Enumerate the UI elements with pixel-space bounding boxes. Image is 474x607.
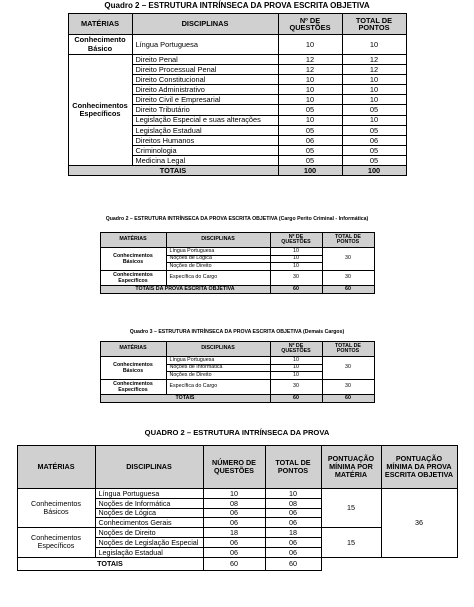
points-cell: 12 — [342, 55, 406, 65]
points-cell: 05 — [342, 145, 406, 155]
group-cell: Conhecimentos Específicos — [100, 271, 166, 286]
totals-label: TOTAIS — [100, 395, 270, 403]
table-caption: Quadro 3 – ESTRUTURA INTRÍNSECA DA PROVA ESCRITA OBJETIVA (Demais Cargos) — [129, 329, 345, 335]
discipline-cell: Noções de Direito — [166, 372, 270, 380]
points-cell: 10 — [265, 489, 321, 499]
header-row — [68, 14, 406, 35]
points-cell: 06 — [342, 135, 406, 145]
header-row — [100, 233, 374, 248]
questions-cell: 10 — [270, 372, 322, 380]
points-cell: 08 — [265, 498, 321, 508]
quadro-3-demais-cargos — [0, 329, 474, 403]
group-cell: Conhecimentos Específicos — [100, 380, 166, 395]
header-questoes: Nº DE QUESTÕES — [270, 342, 322, 357]
questions-cell: 12 — [278, 55, 342, 65]
points-cell: 06 — [265, 537, 321, 547]
discipline-cell: Língua Portuguesa — [166, 248, 270, 256]
header-pontos: TOTAL DE PONTOS — [342, 14, 406, 35]
questions-cell: 30 — [270, 271, 322, 286]
totals-points: 60 — [265, 557, 321, 570]
questions-cell: 06 — [203, 547, 265, 557]
totals-points: 100 — [342, 166, 406, 176]
questions-cell: 10 — [278, 75, 342, 85]
discipline-cell: Direito Constitucional — [132, 75, 278, 85]
totals-row — [100, 395, 374, 403]
questions-cell: 10 — [278, 95, 342, 105]
discipline-cell: Medicina Legal — [132, 155, 278, 165]
discipline-cell: Legislação Especial e suas alterações — [132, 115, 278, 125]
group-cell: Conhecimentos Básicos — [100, 357, 166, 380]
table-row — [100, 248, 374, 256]
discipline-cell: Língua Portuguesa — [95, 489, 203, 499]
points-cell: 30 — [322, 357, 374, 380]
points-cell: 05 — [342, 105, 406, 115]
table-row — [17, 489, 457, 499]
header-min-materia: PONTUAÇÃO MÍNIMA POR MATÉRIA — [321, 446, 381, 489]
table-row — [100, 271, 374, 286]
data-table — [100, 341, 375, 403]
table-row — [68, 35, 406, 55]
discipline-cell: Direitos Humanos — [132, 135, 278, 145]
discipline-cell: Direito Tributário — [132, 105, 278, 115]
table-row — [68, 55, 406, 65]
questions-cell: 10 — [270, 263, 322, 271]
points-cell: 30 — [322, 248, 374, 271]
data-table — [100, 232, 375, 294]
data-table — [68, 13, 407, 176]
totals-points: 60 — [322, 395, 374, 403]
header-questoes: Nº DE QUESTÕES — [270, 233, 322, 248]
discipline-cell: Noções de Informática — [166, 364, 270, 372]
questions-cell: 30 — [270, 380, 322, 395]
questions-cell: 10 — [270, 357, 322, 365]
points-cell: 12 — [342, 65, 406, 75]
discipline-cell: Noções de Direito — [95, 528, 203, 538]
questions-cell: 05 — [278, 105, 342, 115]
header-materias: MATÉRIAS — [100, 342, 166, 357]
questions-cell: 05 — [278, 125, 342, 135]
header-disciplinas: DISCIPLINAS — [166, 233, 270, 248]
discipline-cell: Noções de Lógica — [95, 508, 203, 518]
min-materia-cell: 15 — [321, 528, 381, 557]
questions-cell: 06 — [203, 537, 265, 547]
discipline-cell: Direito Administrativo — [132, 85, 278, 95]
header-disciplinas: DISCIPLINAS — [95, 446, 203, 489]
min-prova-cell: 36 — [381, 489, 457, 558]
header-questoes: NÚMERO DE QUESTÕES — [203, 446, 265, 489]
points-cell: 10 — [342, 115, 406, 125]
totals-row — [17, 557, 457, 570]
empty-cell — [321, 557, 381, 570]
questions-cell: 10 — [270, 255, 322, 263]
totals-label: TOTAIS — [17, 557, 203, 570]
discipline-cell: Criminologia — [132, 145, 278, 155]
totals-questions: 100 — [278, 166, 342, 176]
questions-cell: 10 — [270, 364, 322, 372]
table-caption: Quadro 2 – ESTRUTURA INTRÍNSECA DA PROVA ESCRITA OBJETIVA (Cargo Perito Criminal - Informática) — [105, 216, 369, 222]
header-materias: MATÉRIAS — [17, 446, 95, 489]
points-cell: 06 — [265, 518, 321, 528]
questions-cell: 10 — [278, 35, 342, 55]
quadro-2-estrutura-prova-objetiva — [0, 1, 474, 176]
group-cell: Conhecimentos Básicos — [17, 489, 95, 528]
questions-cell: 06 — [203, 508, 265, 518]
points-cell: 06 — [265, 508, 321, 518]
questions-cell: 08 — [203, 498, 265, 508]
points-cell: 06 — [265, 547, 321, 557]
totals-questions: 60 — [270, 286, 322, 294]
table-row — [100, 357, 374, 365]
header-disciplinas: DISCIPLINAS — [166, 342, 270, 357]
questions-cell: 10 — [270, 248, 322, 256]
points-cell: 05 — [342, 155, 406, 165]
questions-cell: 06 — [203, 518, 265, 528]
header-row — [17, 446, 457, 489]
totals-points: 60 — [322, 286, 374, 294]
points-cell: 10 — [342, 75, 406, 85]
empty-cell — [381, 557, 457, 570]
totals-questions: 60 — [203, 557, 265, 570]
table-caption: QUADRO 2 – ESTRUTURA INTRÍNSECA DA PROVA — [144, 428, 330, 437]
discipline-cell: Noções de Lógica — [166, 255, 270, 263]
group-cell: Conhecimentos Específicos — [17, 528, 95, 557]
points-cell: 30 — [322, 271, 374, 286]
discipline-cell: Específica do Cargo — [166, 380, 270, 395]
questions-cell: 05 — [278, 145, 342, 155]
quadro-2-estrutura-prova — [0, 428, 474, 571]
data-table — [17, 445, 458, 571]
quadro-2-perito-criminal — [0, 216, 474, 294]
table-row — [100, 380, 374, 395]
discipline-cell: Legislação Estadual — [132, 125, 278, 135]
header-min-prova: PONTUAÇÃO MÍNIMA DA PROVA ESCRITA OBJETIVA — [381, 446, 457, 489]
questions-cell: 10 — [278, 85, 342, 95]
discipline-cell: Noções de Legislação Especial — [95, 537, 203, 547]
header-row — [100, 342, 374, 357]
questions-cell: 18 — [203, 528, 265, 538]
discipline-cell: Língua Portuguesa — [166, 357, 270, 365]
header-materias: MATÉRIAS — [68, 14, 132, 35]
points-cell: 10 — [342, 85, 406, 95]
points-cell: 18 — [265, 528, 321, 538]
group-cell: Conhecimento Básico — [68, 35, 132, 55]
table-caption: Quadro 2 – ESTRUTURA INTRÍNSECA DA PROVA ESCRITA OBJETIVA — [104, 1, 370, 10]
points-cell: 10 — [342, 35, 406, 55]
group-cell: Conhecimentos Específicos — [68, 55, 132, 166]
discipline-cell: Específica do Cargo — [166, 271, 270, 286]
discipline-cell: Noções de Informática — [95, 498, 203, 508]
group-cell: Conhecimentos Básicos — [100, 248, 166, 271]
discipline-cell: Direito Penal — [132, 55, 278, 65]
questions-cell: 10 — [203, 489, 265, 499]
totals-row — [100, 286, 374, 294]
totals-label: TOTAIS — [68, 166, 278, 176]
discipline-cell: Legislação Estadual — [95, 547, 203, 557]
points-cell: 05 — [342, 125, 406, 135]
discipline-cell: Língua Portuguesa — [132, 35, 278, 55]
totals-label: TOTAIS DA PROVA ESCRITA OBJETIVA — [100, 286, 270, 294]
discipline-cell: Conhecimentos Gerais — [95, 518, 203, 528]
header-pontos: TOTAL DE PONTOS — [322, 233, 374, 248]
header-pontos: TOTAL DE PONTOS — [265, 446, 321, 489]
questions-cell: 10 — [278, 115, 342, 125]
header-questoes: Nº DE QUESTÕES — [278, 14, 342, 35]
questions-cell: 06 — [278, 135, 342, 145]
header-materias: MATÉRIAS — [100, 233, 166, 248]
totals-questions: 60 — [270, 395, 322, 403]
questions-cell: 12 — [278, 65, 342, 75]
header-disciplinas: DISCIPLINAS — [132, 14, 278, 35]
points-cell: 10 — [342, 95, 406, 105]
min-materia-cell: 15 — [321, 489, 381, 528]
discipline-cell: Direito Civil e Empresarial — [132, 95, 278, 105]
header-pontos: TOTAL DE PONTOS — [322, 342, 374, 357]
points-cell: 30 — [322, 380, 374, 395]
questions-cell: 05 — [278, 155, 342, 165]
totals-row — [68, 166, 406, 176]
discipline-cell: Direito Processual Penal — [132, 65, 278, 75]
discipline-cell: Noções de Direito — [166, 263, 270, 271]
